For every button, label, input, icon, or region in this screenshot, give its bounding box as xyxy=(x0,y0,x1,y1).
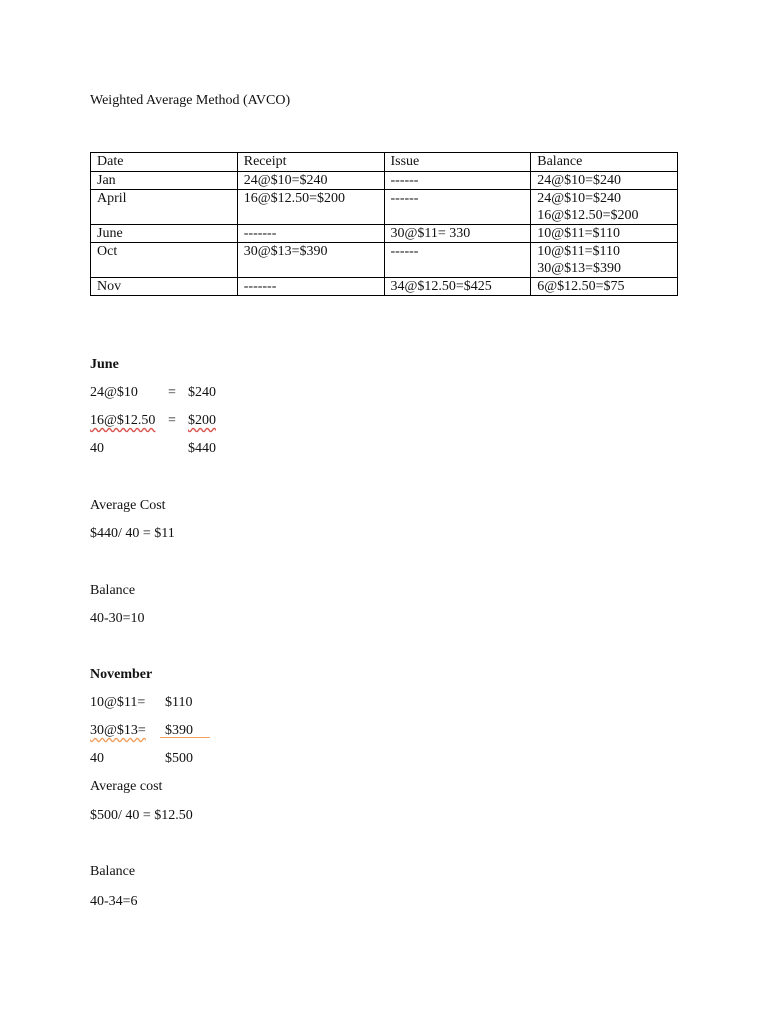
balance-line: 10@$11=$110 xyxy=(537,226,620,241)
cell-balance xyxy=(531,278,678,296)
cell-date: Nov xyxy=(91,278,238,296)
cell-receipt: 30@$13=$390 xyxy=(237,243,384,278)
november-total-qty: 40 xyxy=(90,751,104,766)
balance-line: 10@$11=$110 xyxy=(537,244,620,259)
november-heading: November xyxy=(90,667,153,682)
june-line-2-eq: = xyxy=(168,413,176,428)
cell-issue: 34@$12.50=$425 xyxy=(384,278,531,296)
document-title: Weighted Average Method (AVCO) xyxy=(90,93,291,108)
cell-receipt: ------- xyxy=(237,225,384,243)
cell-date: Oct xyxy=(91,243,238,278)
june-balance-label: Balance xyxy=(90,583,136,598)
balance-line: 24@$10=$240 xyxy=(537,191,622,206)
balance-line: 24@$10=$240 xyxy=(537,173,622,188)
june-line-1-amount: $240 xyxy=(188,385,216,400)
june-total xyxy=(90,440,216,458)
header-date: Date xyxy=(91,153,238,172)
november-average-label: Average cost xyxy=(90,779,163,794)
november-line-1-qty: 10@$11= xyxy=(90,695,146,710)
table-row xyxy=(91,225,678,243)
november-line-2-amount: $390 xyxy=(165,723,193,738)
cell-date: April xyxy=(91,190,238,225)
june-average-calc: $440/ 40 = $11 xyxy=(90,526,175,541)
november-balance-calc: 40-34=6 xyxy=(90,894,138,909)
november-line-1 xyxy=(90,694,192,712)
cell-issue: ------ xyxy=(384,243,531,278)
cell-balance xyxy=(531,190,678,225)
header-receipt: Receipt xyxy=(237,153,384,172)
june-line-1-qty: 24@$10 xyxy=(90,385,138,400)
cell-date: Jan xyxy=(91,172,238,190)
header-issue: Issue xyxy=(384,153,531,172)
table-row xyxy=(91,243,678,278)
november-balance-label: Balance xyxy=(90,864,136,879)
june-heading: June xyxy=(90,357,119,372)
table-row xyxy=(91,172,678,190)
cell-balance xyxy=(531,225,678,243)
cell-receipt: 24@$10=$240 xyxy=(237,172,384,190)
cell-balance xyxy=(531,172,678,190)
cell-receipt: ------- xyxy=(237,278,384,296)
november-line-2-qty: 30@$13= xyxy=(90,723,146,738)
june-line-2-amount: $200 xyxy=(188,413,216,428)
june-line-1 xyxy=(90,384,216,402)
november-average-calc: $500/ 40 = $12.50 xyxy=(90,808,193,823)
cell-issue: ------ xyxy=(384,172,531,190)
june-total-qty: 40 xyxy=(90,441,104,456)
balance-line: 6@$12.50=$75 xyxy=(537,279,625,294)
cell-date: June xyxy=(91,225,238,243)
november-line-1-amount: $110 xyxy=(165,695,193,710)
june-average-label: Average Cost xyxy=(90,498,166,513)
cell-receipt: 16@$12.50=$200 xyxy=(237,190,384,225)
june-total-amount: $440 xyxy=(188,441,216,456)
november-total xyxy=(90,750,193,768)
june-line-1-eq: = xyxy=(168,385,176,400)
june-line-2 xyxy=(90,412,216,430)
avco-table xyxy=(90,152,678,296)
balance-line: 16@$12.50=$200 xyxy=(537,208,639,223)
november-total-amount: $500 xyxy=(165,751,193,766)
cell-issue: ------ xyxy=(384,190,531,225)
balance-line: 30@$13=$390 xyxy=(537,261,622,276)
june-balance-calc: 40-30=10 xyxy=(90,611,145,626)
june-line-2-qty: 16@$12.50 xyxy=(90,413,156,428)
cell-issue: 30@$11= 330 xyxy=(384,225,531,243)
table-header-row xyxy=(91,153,678,172)
november-line-2-underline xyxy=(160,737,210,738)
header-balance: Balance xyxy=(531,153,678,172)
cell-balance xyxy=(531,243,678,278)
table-row xyxy=(91,190,678,225)
table-row xyxy=(91,278,678,296)
